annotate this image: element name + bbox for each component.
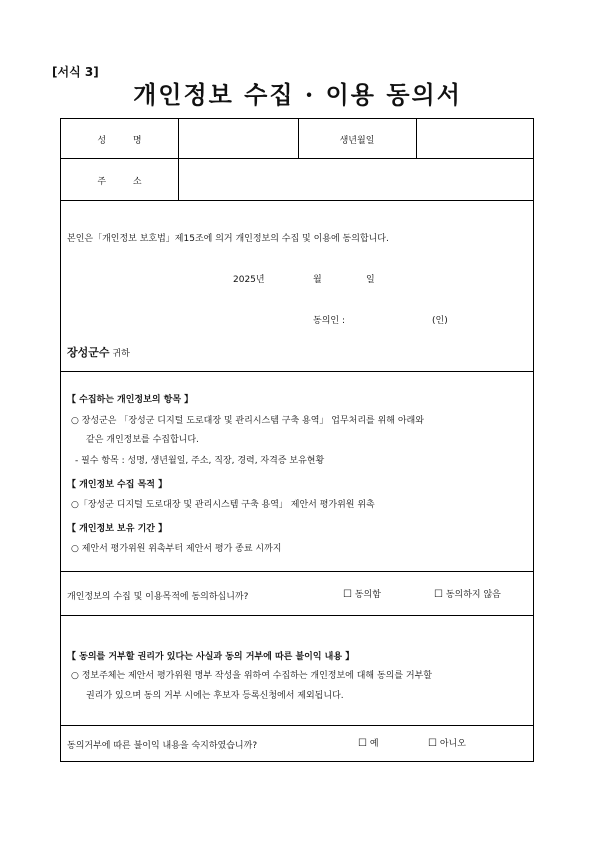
question-1-text: 개인정보의 수집 및 이용목적에 동의하십니까? [67,592,249,602]
signer-label: 동의인 : [313,316,345,326]
birth-label: 생년월일 [339,136,375,146]
retention-heading: 【 개인정보 보유 기간 】 [67,524,168,534]
refusal-heading: 【 동의를 거부할 권리가 있다는 사실과 동의 거부에 따른 불이익 내용 】 [67,652,355,662]
consent-form-frame [60,118,534,762]
consent-statement: 본인은「개인정보 보호법」제15조에 의거 개인정보의 수집 및 이용에 동의합니다. [67,234,389,244]
refusal-line-1: ○ 정보주체는 제안서 평가위원 명부 작성을 위하여 수집하는 개인정보에 대해 동의를 거부할 [71,671,433,681]
name-label: 성 명 [97,136,142,146]
purpose-heading: 【 개인정보 수집 목적 】 [67,480,168,490]
yes-checkbox[interactable]: ☐ [358,738,367,749]
disagree-option[interactable] [434,587,501,600]
items-line-3: - 필수 항목 : 성명, 생년월일, 주소, 직장, 경력, 자격증 보유현황 [75,456,325,466]
items-heading: 【 수집하는 개인정보의 항목 】 [67,395,194,405]
address-label: 주 소 [97,177,142,187]
month-label: 월 [313,275,322,285]
items-line-1: ○ 장성군은 「장성군 디지털 도로대장 및 관리시스템 구축 용역」 업무처리를 위해 아래와 [71,416,424,426]
birth-field[interactable] [419,122,531,156]
yes-label: 예 [369,739,379,749]
retention-line-1: ○ 제안서 평가위원 위촉부터 제안서 평가 종료 시까지 [71,544,282,554]
recipient-suffix: 귀하 [112,349,130,359]
recipient-name: 장성군수 [67,346,110,359]
disagree-label: 동의하지 않음 [445,590,501,600]
recipient [67,344,130,360]
question-2-text: 동의거부에 따른 불이익 내용을 숙지하였습니까? [67,741,258,751]
disagree-checkbox[interactable]: ☐ [434,589,443,600]
agree-checkbox[interactable]: ☐ [343,589,352,600]
yes-option[interactable] [358,736,379,749]
form-number: [서식 3] [52,65,99,79]
name-field[interactable] [181,122,295,156]
purpose-line-1: ○「장성군 디지털 도로대장 및 관리시스템 구축 용역」 제안서 평가위원 위촉 [71,500,375,510]
no-checkbox[interactable]: ☐ [428,738,437,749]
address-field[interactable] [181,162,531,197]
year-label: 2025년 [233,275,265,285]
no-option[interactable] [428,736,466,749]
page-title: 개인정보 수집 · 이용 동의서 [133,80,462,109]
items-line-2: 같은 개인정보를 수집합니다. [86,435,199,445]
agree-label: 동의함 [354,590,381,600]
seal-label: (인) [432,316,448,326]
no-label: 아니오 [439,739,466,749]
agree-option[interactable] [343,587,381,600]
day-label: 일 [366,275,375,285]
refusal-line-2: 권리가 있으며 동의 거부 시에는 후보자 등록신청에서 제외됩니다. [86,691,344,701]
